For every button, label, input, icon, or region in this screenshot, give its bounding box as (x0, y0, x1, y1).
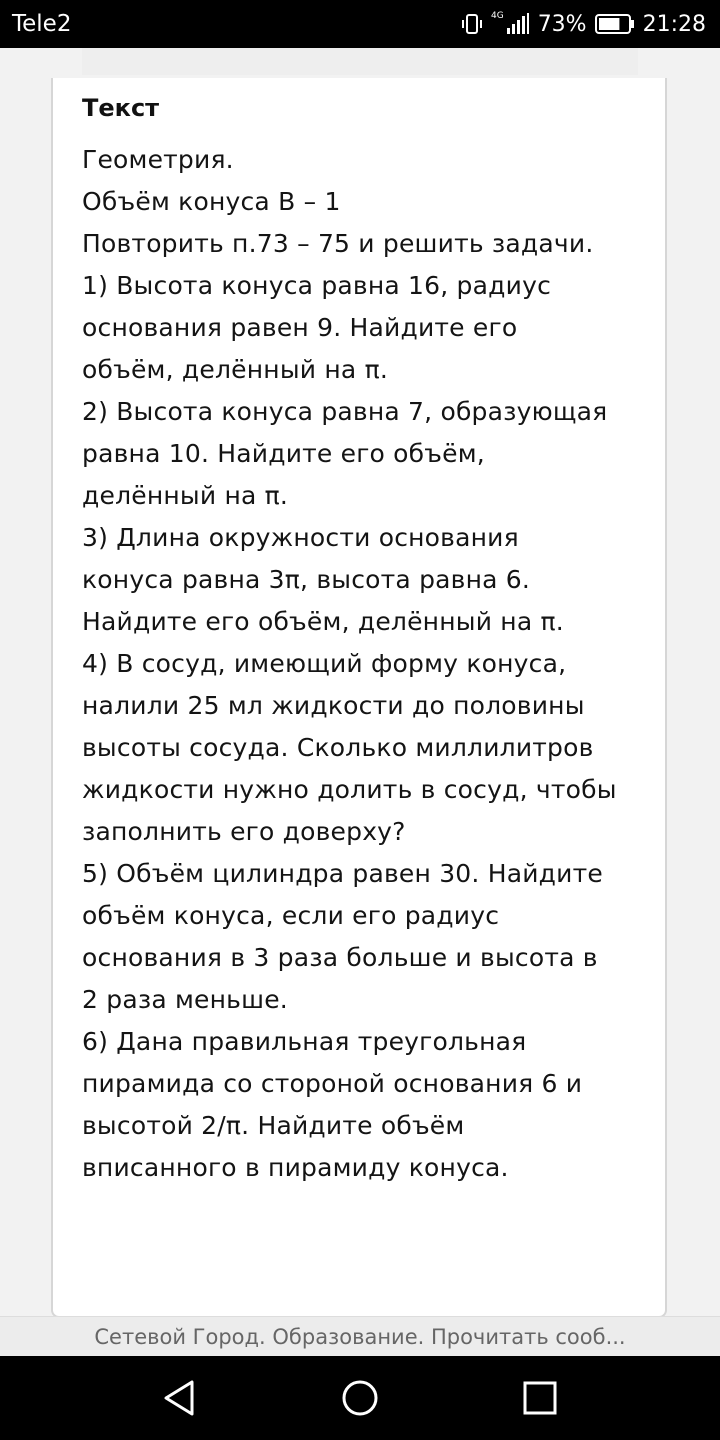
back-icon (158, 1376, 202, 1420)
message-line: объём конуса, если его радиус (82, 901, 500, 930)
message-body (82, 139, 642, 1189)
message-line: налили 25 мл жидкости до половины (82, 691, 585, 720)
notification-text: Сетевой Город. Образование. Прочитать сооб... (94, 1325, 626, 1349)
section-title: Текст (82, 94, 160, 122)
message-line: высотой 2/π. Найдите объём (82, 1111, 465, 1140)
navigation-bar (0, 1356, 720, 1440)
message-line: Найдите его объём, делённый на π. (82, 607, 564, 636)
status-icons (461, 9, 706, 39)
message-line: заполнить его доверху? (82, 817, 406, 846)
message-line: высоты сосуда. Сколько миллилитров (82, 733, 594, 762)
message-header-block (82, 48, 638, 75)
home-button[interactable] (338, 1376, 382, 1420)
message-line: Геометрия. (82, 145, 234, 174)
message-line: вписанного в пирамиду конуса. (82, 1153, 509, 1182)
message-line: пирамида со стороной основания 6 и (82, 1069, 583, 1098)
network-type: 4G (490, 11, 504, 21)
message-line: 3) Длина окружности основания (82, 523, 519, 552)
message-line: 2 раза меньше. (82, 985, 288, 1014)
carrier-name: Tele2 (12, 11, 72, 37)
home-icon (338, 1376, 382, 1420)
message-line: основания равен 9. Найдите его (82, 313, 518, 342)
recents-icon (518, 1376, 562, 1420)
message-line: жидкости нужно долить в сосуд, чтобы (82, 775, 617, 804)
clock: 21:28 (642, 11, 706, 37)
message-line: 6) Дана правильная треугольная (82, 1027, 527, 1056)
message-line: 1) Высота конуса равна 16, радиус (82, 271, 552, 300)
recents-button[interactable] (518, 1376, 562, 1420)
back-button[interactable] (158, 1376, 202, 1420)
message-line: Объём конуса В – 1 (82, 187, 341, 216)
message-line: конуса равна 3π, высота равна 6. (82, 565, 531, 594)
message-line: 5) Объём цилиндра равен 30. Найдите (82, 859, 603, 888)
notification-banner[interactable] (0, 1316, 720, 1356)
status-bar (0, 0, 720, 48)
message-line: делённый на π. (82, 481, 289, 510)
message-line: 2) Высота конуса равна 7, образующая (82, 397, 608, 426)
battery-percent: 73% (537, 11, 587, 37)
message-line: основания в 3 раза больше и высота в (82, 943, 598, 972)
message-line: равна 10. Найдите его объём, (82, 439, 485, 468)
message-line: 4) В сосуд, имеющий форму конуса, (82, 649, 567, 678)
message-line: Повторить п.73 – 75 и решить задачи. (82, 229, 594, 258)
message-line: объём, делённый на π. (82, 355, 388, 384)
battery-icon (595, 13, 635, 35)
signal-icon (506, 13, 530, 35)
vibrate-icon (461, 13, 483, 35)
